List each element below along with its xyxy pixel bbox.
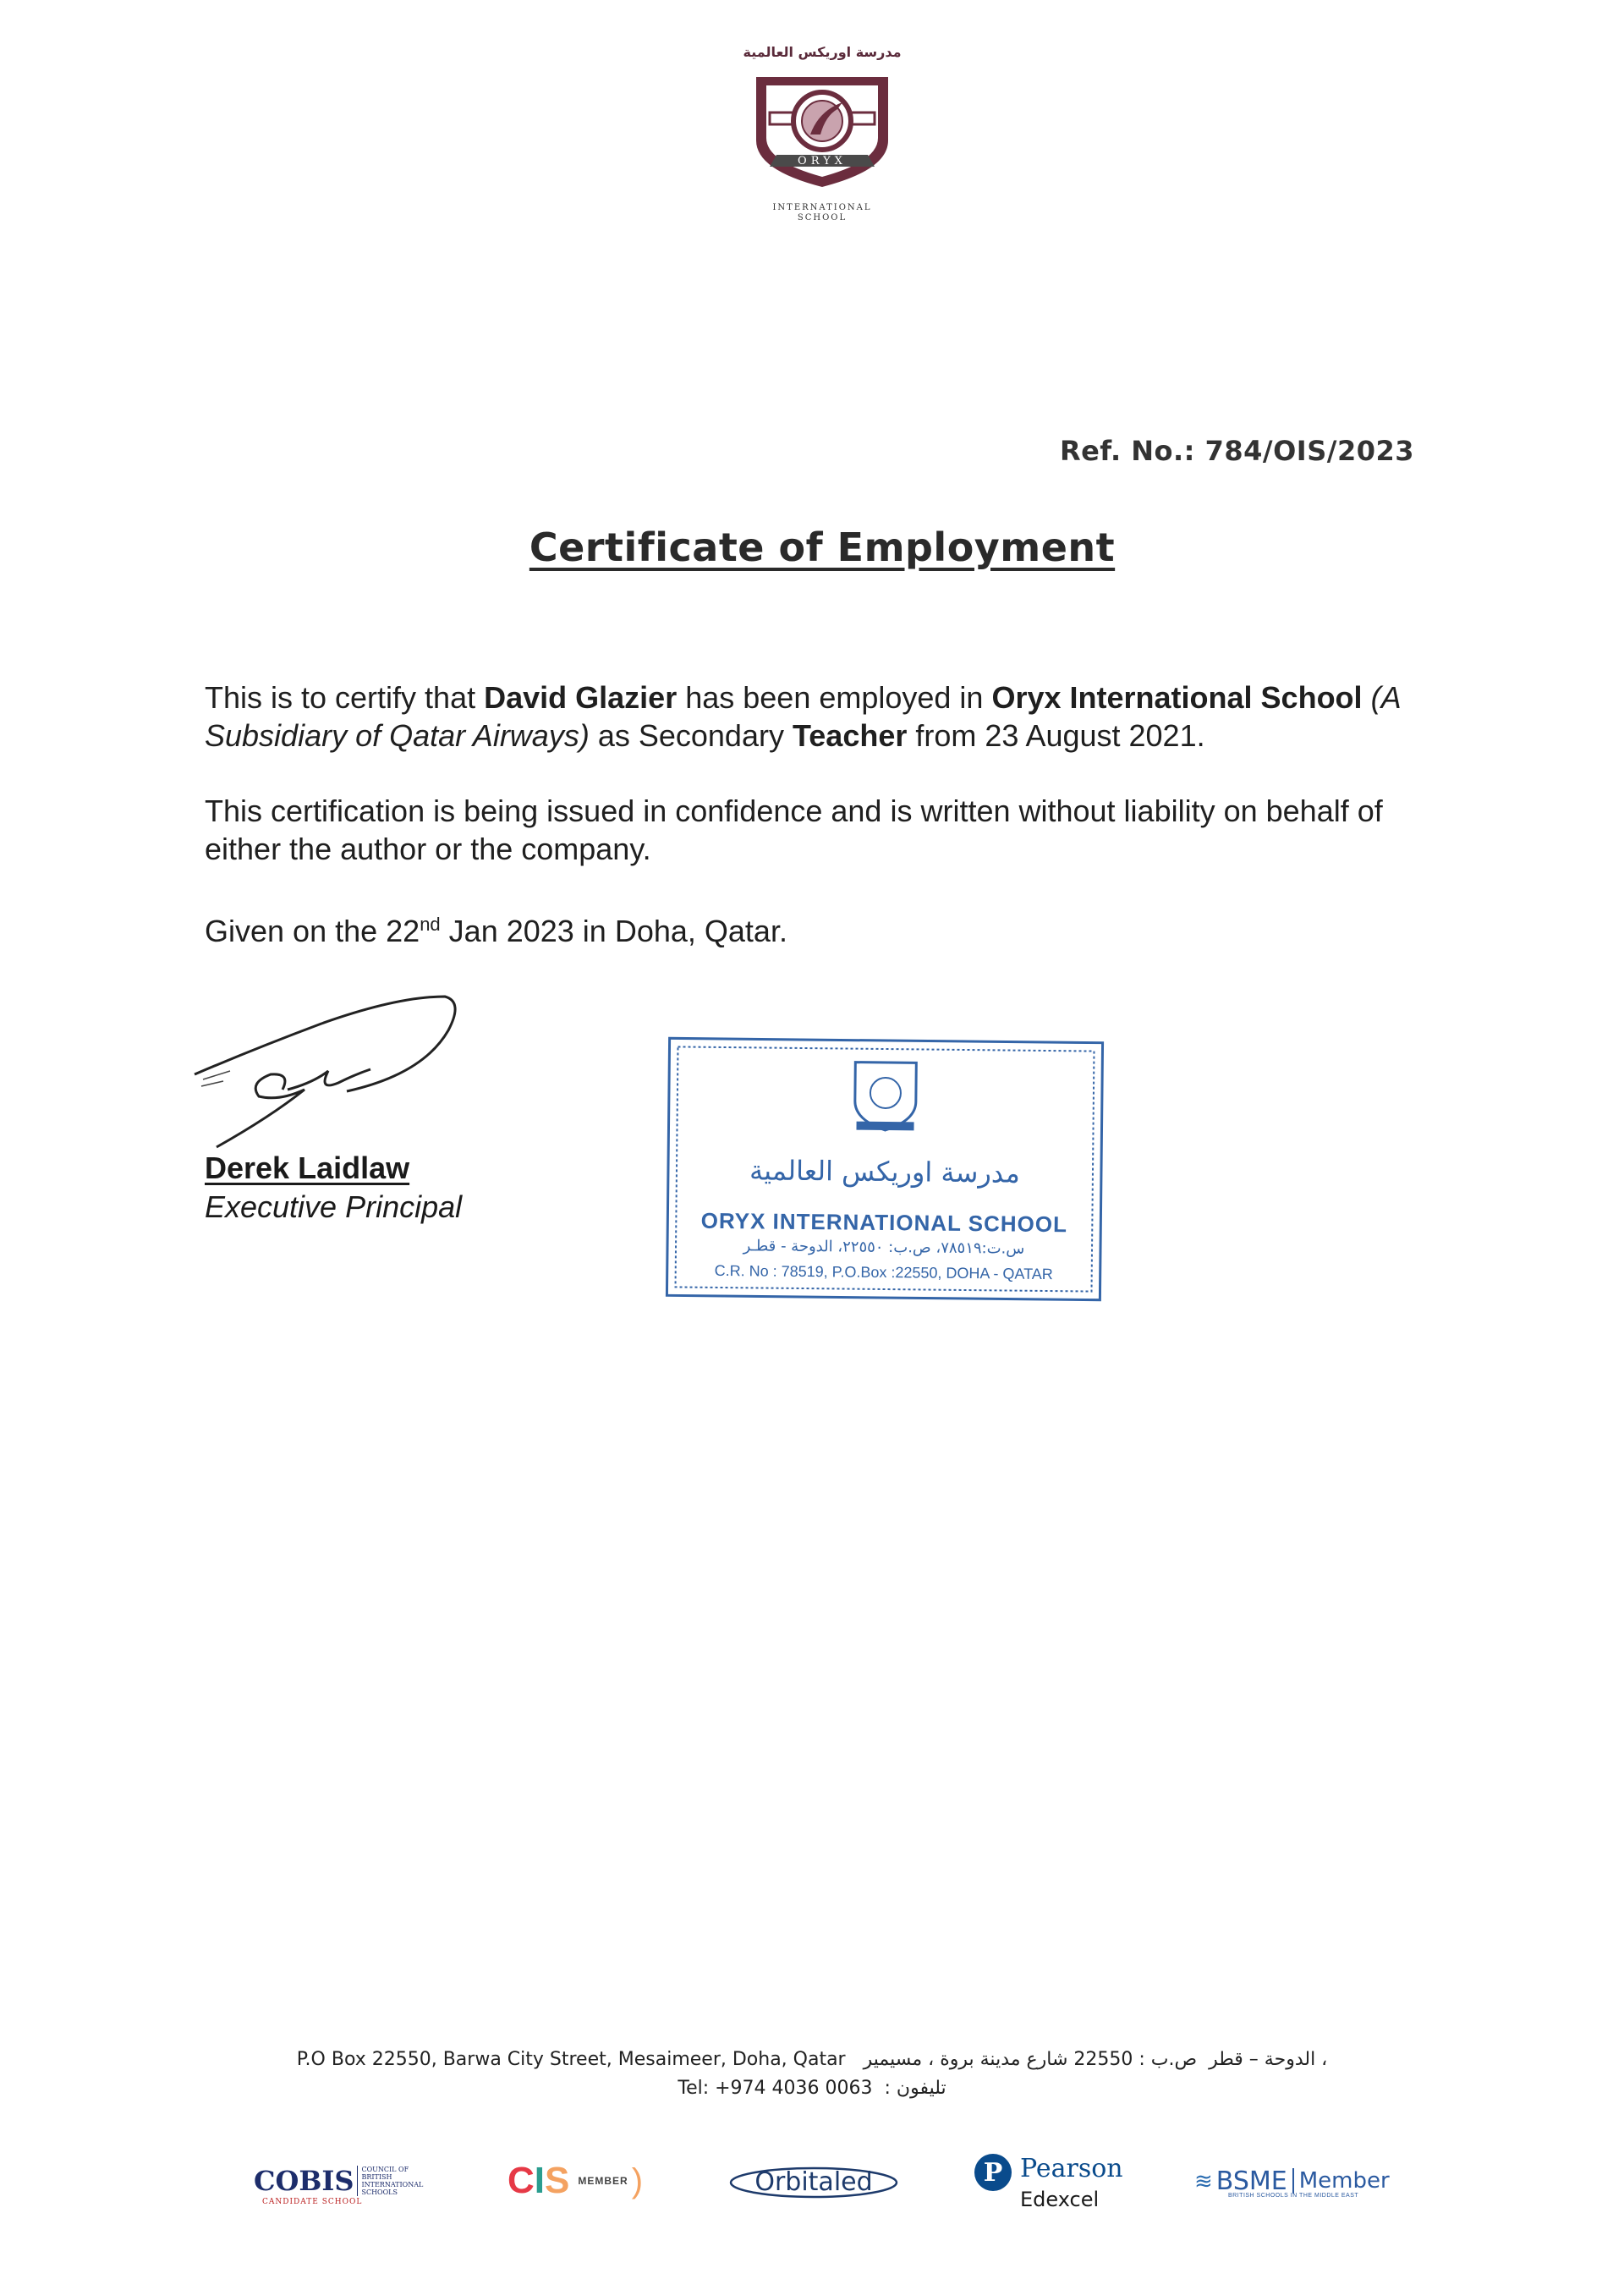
employee-name: David Glazier [484,680,678,715]
footer-address-ar: ص.ب : 22550 شارع مدينة بروة ، مسيمير ، [863,2049,1328,2070]
school-name: Oryx International School [991,680,1363,715]
school-logo [738,44,907,223]
stamp-arabic-address: س.ت:٧٨٥١٩، ص.ب: ٢٢٥٥٠، الدوحة - قطـر [743,1237,1025,1258]
reference-label: Ref. No.: [1059,435,1195,467]
logo-banner: ORYX [798,155,847,167]
stamp-registration: C.R. No : 78519, P.O.Box :22550, DOHA - QATAR [714,1261,1053,1283]
logo-arabic-name: مدرسة اوريكس العالمية [743,44,902,60]
pearson-name: Pearson [1020,2154,1123,2183]
subsidiary-note: (A Subsidiary of Qatar Airways) [205,680,1401,753]
footer-address-ar-city: الدوحة – قطر [1209,2049,1316,2070]
logo-subtitle: INTERNATIONAL SCHOOL [772,203,872,222]
footer-address-en: P.O Box 22550, Barwa City Street, Mesaimeer, Doha, Qatar [296,2049,846,2070]
pearson-badge [974,2154,1123,2211]
stamp-english-name: ORYX INTERNATIONAL SCHOOL [700,1207,1068,1238]
cobis-tag: CANDIDATE SCHOOL [262,2198,363,2206]
reference-number [1060,435,1414,467]
crest-icon [738,60,907,195]
certification-paragraph: This is to certify that David Glazier has been employed in Oryx International School (A Subsidiary of Qatar Airways) as Secondary Teacher from 23 August 2021. [205,680,1401,753]
pearson-sub: Edexcel [1020,2188,1100,2211]
footer-tel-ar: : تليفون [884,2078,946,2099]
document-title: Certificate of Employment [529,524,1116,570]
bsme-wave-icon: ≋ [1194,2167,1213,2194]
stamp-arabic-name: مدرسة اوريكس العالمية [749,1154,1021,1189]
bsme-tagline: BRITISH SCHOOLS IN THE MIDDLE EAST [1228,2193,1359,2199]
cobis-badge [254,2155,422,2206]
orbitaled-badge [727,2162,900,2199]
bsme-member: Member [1292,2168,1390,2194]
signatory-title: Executive Principal [205,1189,463,1224]
cis-badge: C I S MEMBER ) [508,2160,644,2201]
cobis-detail: COUNCIL OF BRITISH INTERNATIONAL SCHOOLS [357,2166,422,2196]
official-stamp [663,1035,1106,1303]
orbitaled-name: Orbitaled [754,2167,873,2197]
signature [178,990,465,1159]
reference-value: 784/OIS/2023 [1204,435,1414,467]
footer-tel-en: Tel: +974 4036 0063 [678,2078,873,2099]
position: Teacher [792,718,908,753]
liability-paragraph: This certification is being issued in confidence and is written without liability on behalf of either the author or the company. [205,794,1383,866]
signatory-name: Derek Laidlaw [205,1150,410,1185]
pearson-icon: P [974,2154,1012,2191]
cis-member-label: MEMBER [578,2175,628,2187]
bsme-name: BSME [1215,2166,1287,2196]
cobis-name: COBIS [254,2165,354,2197]
footer-address [0,2049,1624,2070]
bsme-badge [1194,2155,1390,2206]
issue-date-paragraph: Given on the 22nd Jan 2023 in Doha, Qatar. [205,914,787,948]
footer-telephone [0,2078,1624,2099]
